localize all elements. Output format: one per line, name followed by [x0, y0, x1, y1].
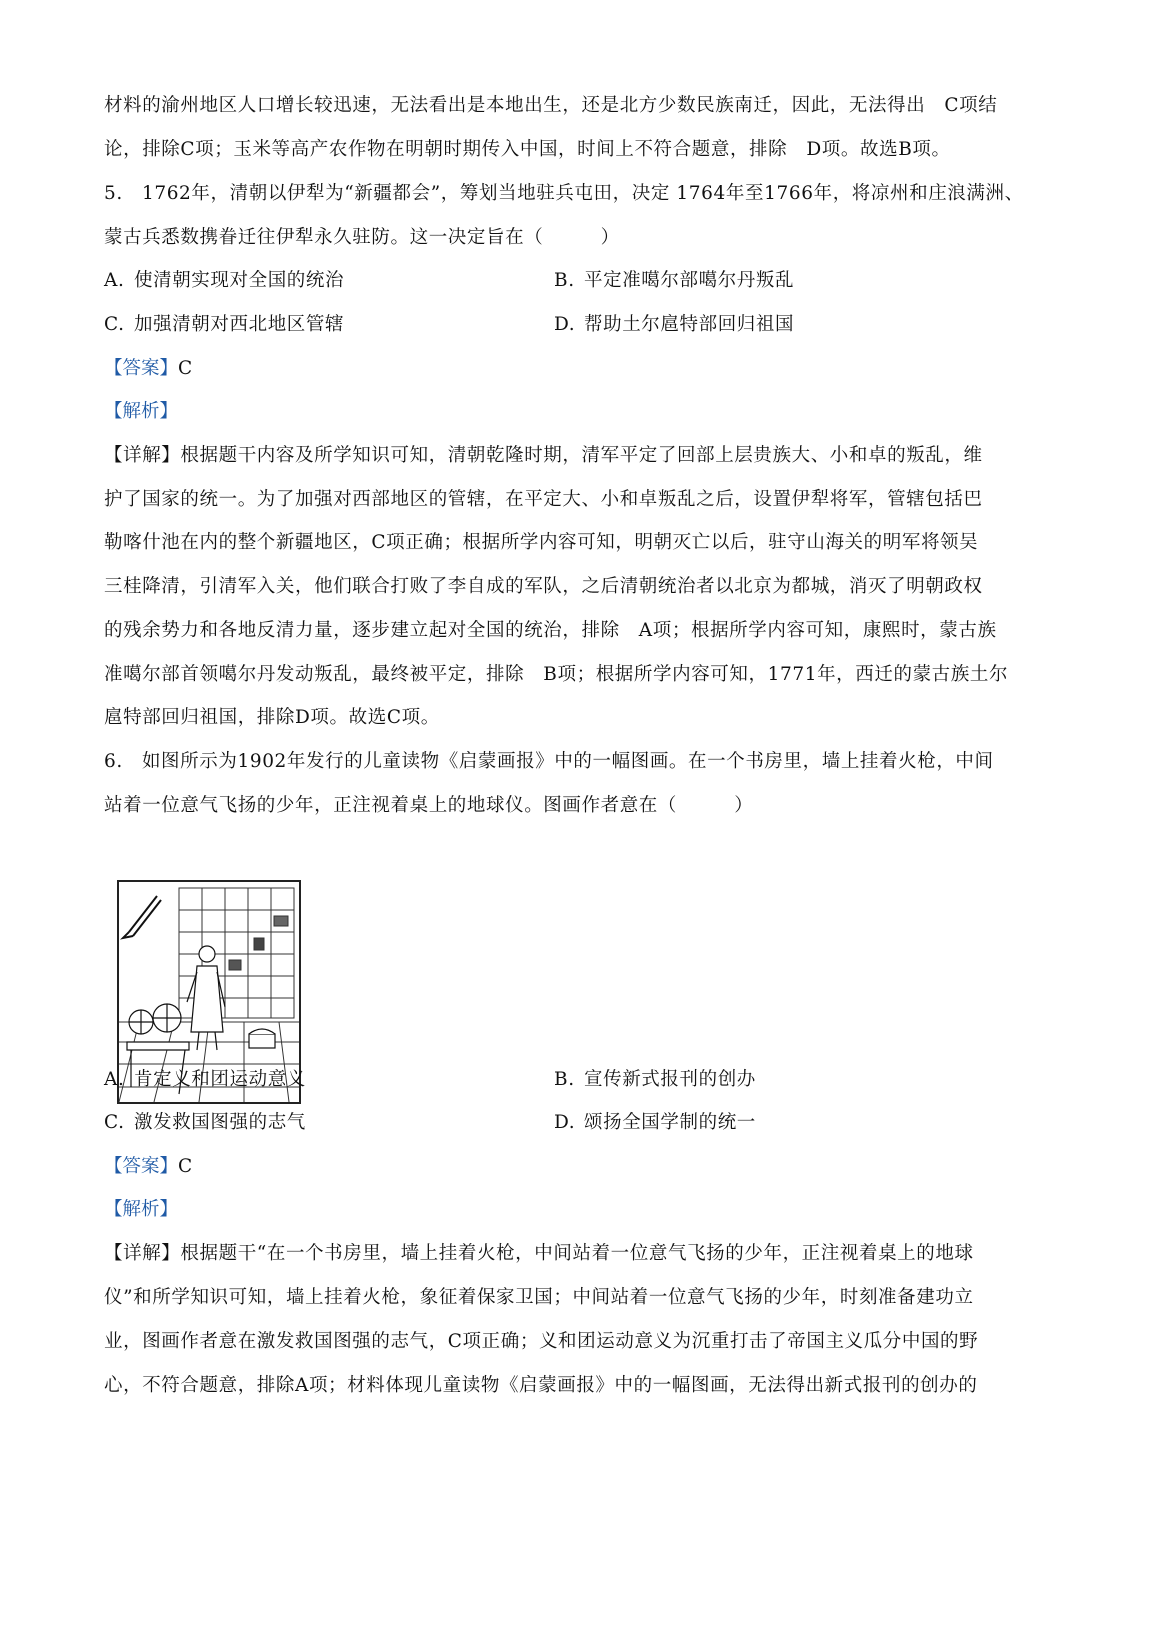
q6-option-d: D. 颂扬全国学制的统一: [554, 1112, 756, 1133]
q6-stem-line-1: 6. 如图所示为1902年发行的儿童读物《启蒙画报》中的一幅图画。在一个书房里，墙上挂着火枪，中间: [104, 751, 994, 772]
q5-detail-line-7: 扈特部回归祖国，排除D项。故选C项。: [104, 707, 440, 728]
q5-option-d: D. 帮助土尔扈特部回归祖国: [554, 314, 795, 335]
q5-detail-line-6: 准噶尔部首领噶尔丹发动叛乱，最终被平定，排除 B项；根据所学内容可知，1771年，西迁的蒙古族土尔: [104, 664, 1009, 685]
answer-tag: 【答案】: [104, 1156, 179, 1177]
q5-analysis-heading: 【解析】: [104, 401, 179, 422]
q6-detail-line-1: 【详解】根据题干“在一个书房里，墙上挂着火枪，中间站着一位意气飞扬的少年，正注视着桌上的地球: [104, 1243, 974, 1264]
prev-analysis-line-1: 材料的渝州地区人口增长较迅速，无法看出是本地出生，还是北方少数民族南迁，因此，无法得出 C项结: [104, 95, 998, 116]
q6-detail-line-2: 仪”和所学知识可知，墙上挂着火枪，象征着保家卫国；中间站着一位意气飞扬的少年，时刻准备建功立: [104, 1287, 974, 1308]
q5-detail-line-2: 护了国家的统一。为了加强对西部地区的管辖，在平定大、小和卓叛乱之后，设置伊犁将军，管辖包括巴: [104, 489, 983, 510]
q6-option-a: A. 肯定义和团运动意义: [104, 1069, 306, 1090]
q6-analysis-heading: 【解析】: [104, 1199, 179, 1220]
q6-answer: 【答案】C: [104, 1156, 193, 1177]
prev-analysis-line-2: 论，排除C项；玉米等高产农作物在明朝时期传入中国，时间上不符合题意，排除 D项。故选B项。: [104, 139, 951, 160]
q6-option-b: B. 宣传新式报刊的创办: [554, 1069, 756, 1090]
q5-option-a: A. 使清朝实现对全国的统治: [104, 270, 345, 291]
q6-option-c: C. 激发救国图强的志气: [104, 1112, 306, 1133]
q5-stem-line-2: 蒙古兵悉数携眷迁往伊犁永久驻防。这一决定旨在（ ）: [104, 227, 620, 248]
q5-option-c: C. 加强清朝对西北地区管辖: [104, 314, 345, 335]
q5-detail-line-1: 【详解】根据题干内容及所学知识可知，清朝乾隆时期，清军平定了回部上层贵族大、小和卓的叛乱，维: [104, 445, 983, 466]
q6-stem-line-2: 站着一位意气飞扬的少年，正注视着桌上的地球仪。图画作者意在（ ）: [104, 795, 754, 816]
q6-detail-line-3: 业，图画作者意在激发救国图强的志气，C项正确；义和团运动意义为沉重打击了帝国主义瓜分中国的野: [104, 1331, 979, 1352]
q5-option-b: B. 平定准噶尔部噶尔丹叛乱: [554, 270, 795, 291]
q5-stem-line-1: 5. 1762年，清朝以伊犁为“新疆都会”，筹划当地驻兵屯田，决定 1764年至1766年，将凉州和庄浪满洲、: [104, 183, 1024, 204]
q5-detail-line-5: 的残余势力和各地反清力量，逐步建立起对全国的统治，排除 A项；根据所学内容可知，康熙时，蒙古族: [104, 620, 997, 641]
q5-detail-line-3: 勒喀什池在内的整个新疆地区，C项正确；根据所学内容可知，明朝灭亡以后，驻守山海关的明军将领吴: [104, 532, 979, 553]
q5-detail-line-4: 三桂降清，引清军入关，他们联合打败了李自成的军队，之后清朝统治者以北京为都城，消灭了明朝政权: [104, 576, 983, 597]
q5-answer: 【答案】C: [104, 358, 193, 379]
q6-detail-line-4: 心，不符合题意，排除A项；材料体现儿童读物《启蒙画报》中的一幅图画，无法得出新式报刊的创办的: [104, 1375, 978, 1396]
answer-tag: 【答案】: [104, 358, 179, 379]
